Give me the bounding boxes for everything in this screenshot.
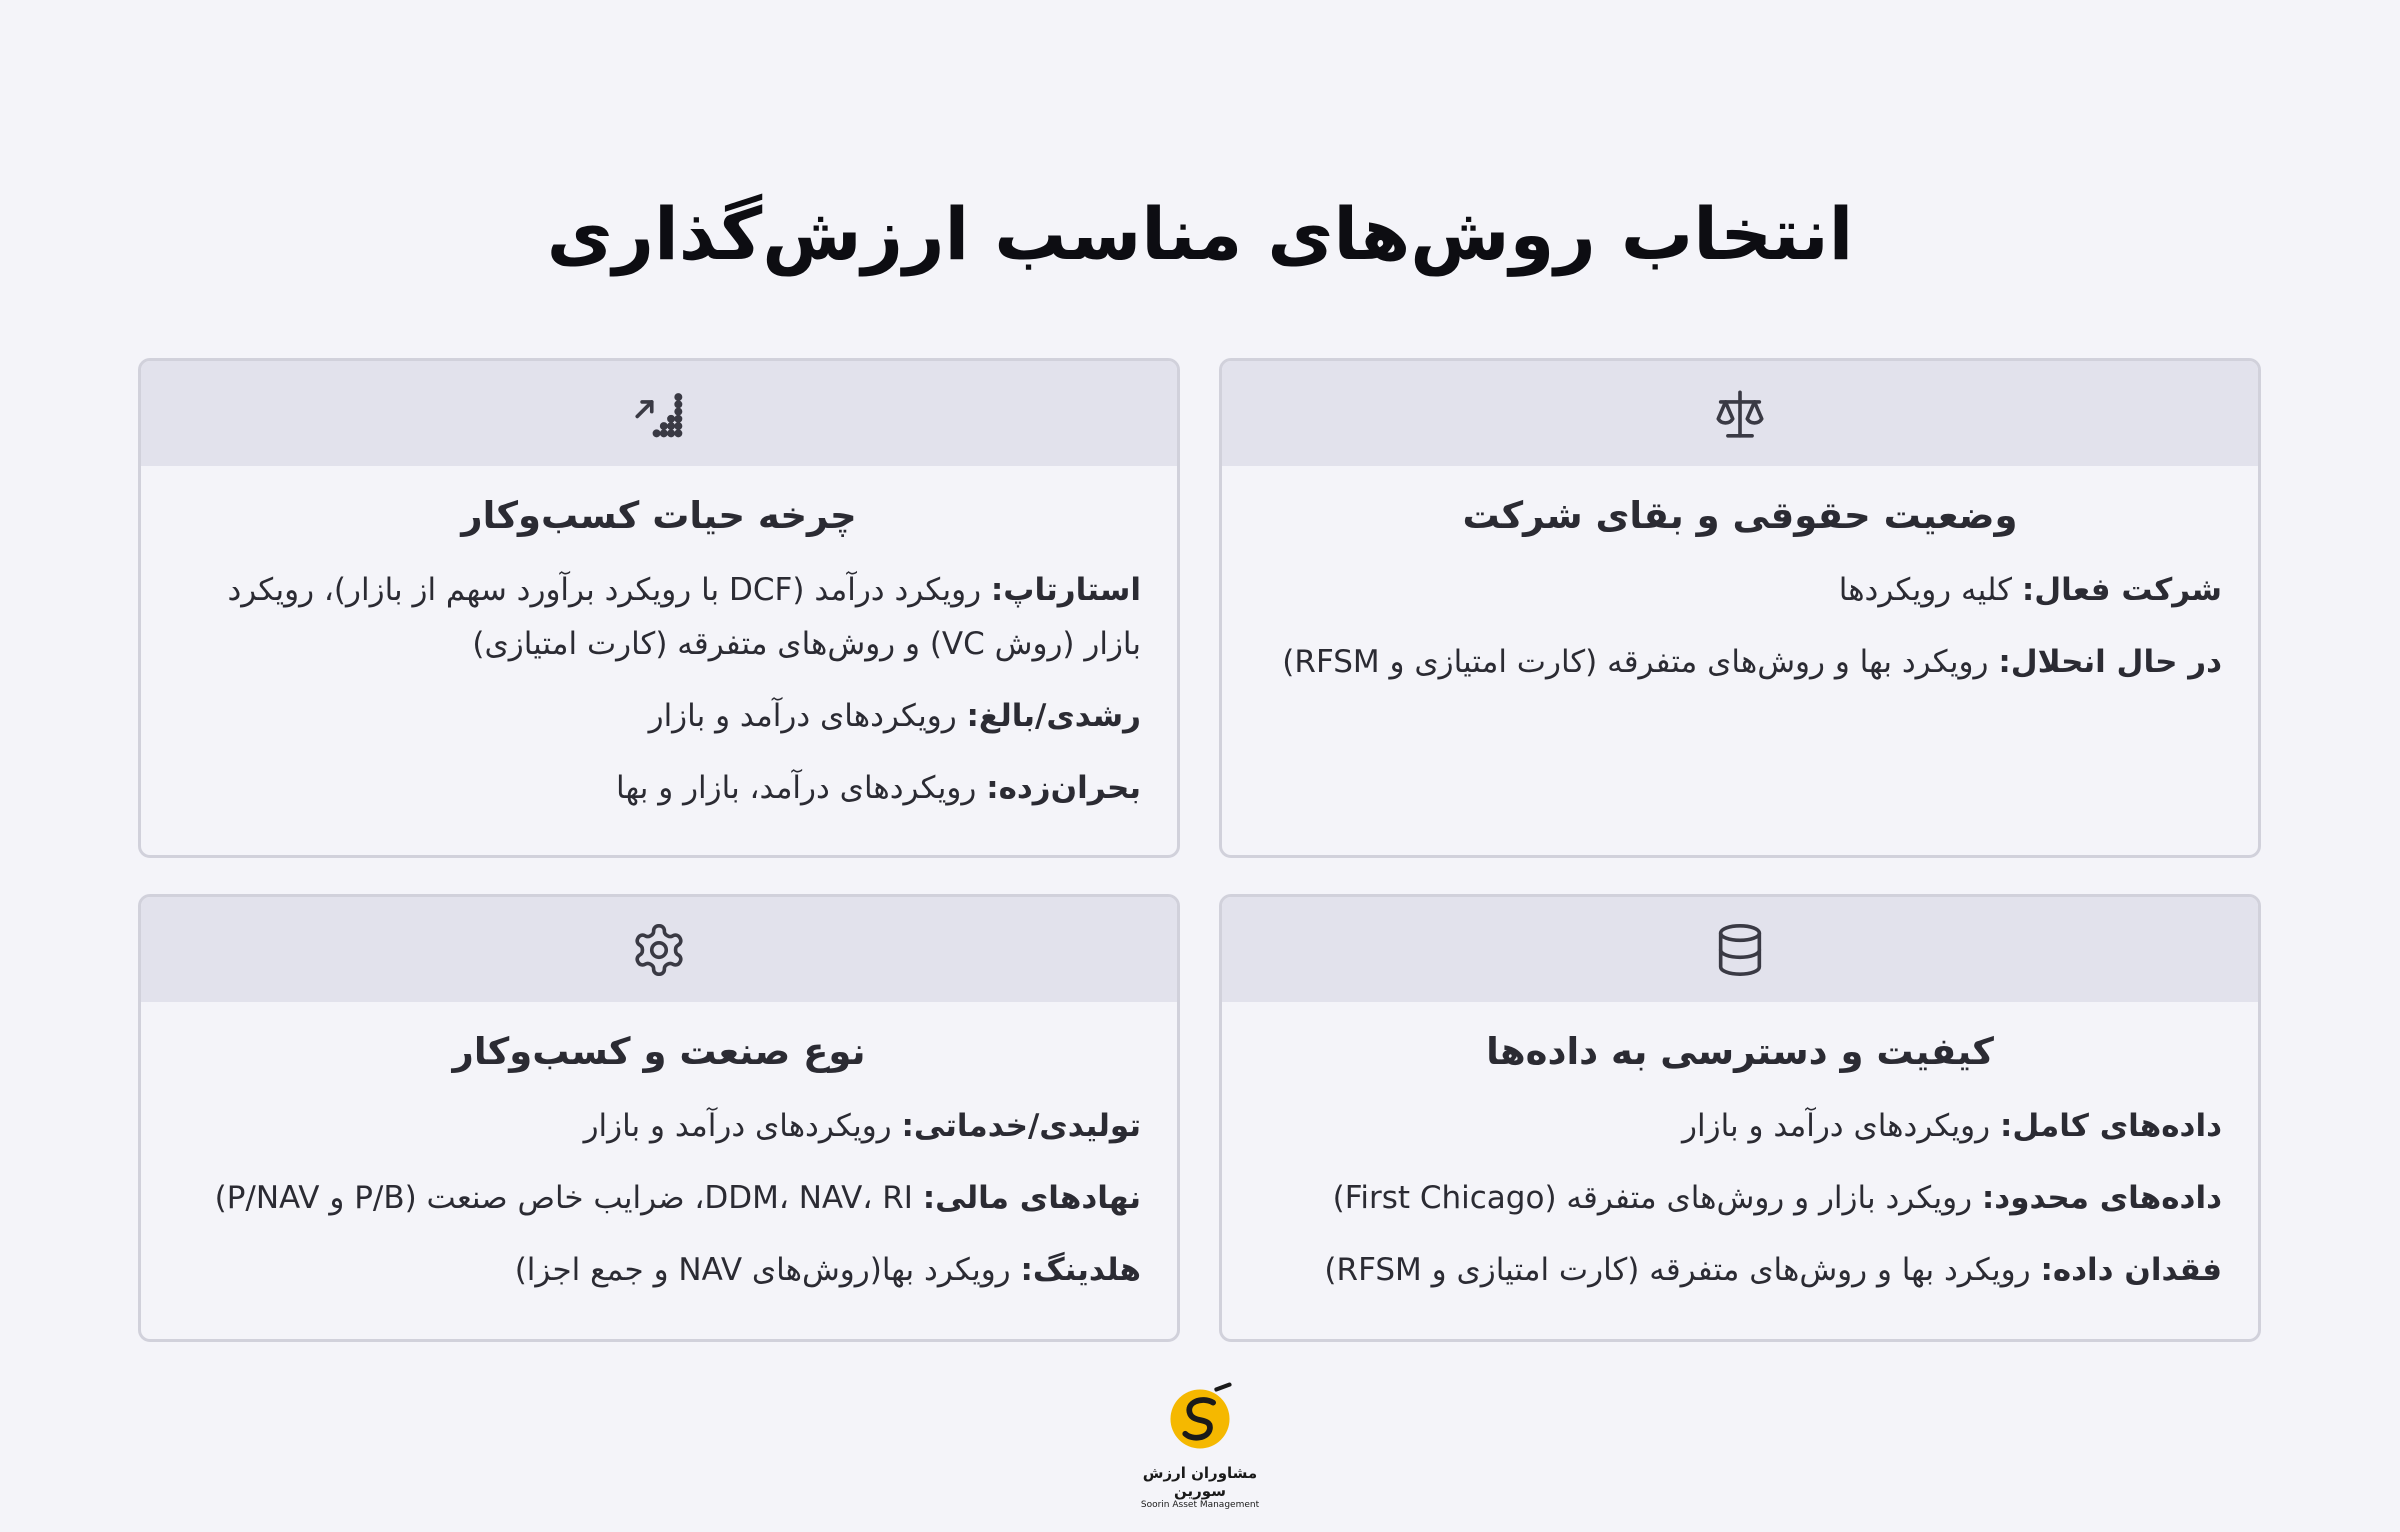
- line-text: رویکرد درآمد (DCF با رویکرد برآورد سهم از بازار)، رویکرد بازار (روش VC) و روش‌های متفرقه (کارت امتیازی): [227, 572, 1141, 662]
- line-label: شرکت فعال:: [2021, 572, 2222, 608]
- card-line: [1258, 1171, 2222, 1225]
- card-line: [177, 563, 1141, 671]
- card-line: [1258, 1243, 2222, 1297]
- line-text: رویکردهای درآمد و بازار: [1682, 1108, 2000, 1144]
- line-label: بحران‌زده:: [986, 770, 1141, 806]
- line-text: رویکرد بها و روش‌های متفرقه (کارت امتیازی و RFSM): [1282, 644, 1999, 680]
- card-header: [1222, 361, 2258, 466]
- card-line: [1258, 563, 2222, 617]
- card-line: [177, 1243, 1141, 1297]
- card-line: [177, 1099, 1141, 1153]
- page-title: انتخاب روش‌های مناسب ارزش‌گذاری: [546, 192, 1854, 276]
- card-line: [177, 1171, 1141, 1225]
- card-title: وضعیت حقوقی و بقای شرکت: [1462, 494, 2018, 537]
- line-text: رویکرد بها و روش‌های متفرقه (کارت امتیازی و RFSM): [1324, 1252, 2041, 1288]
- line-text: رویکرد بازار و روش‌های متفرقه (First Chicago): [1332, 1180, 1982, 1216]
- line-text: رویکردهای درآمد و بازار: [648, 698, 967, 734]
- line-text: رویکرد بها(روش‌های NAV و جمع اجزا): [514, 1252, 1021, 1288]
- gear-icon: [630, 921, 688, 979]
- line-text: DDM، NAV، RI، ضرایب خاص صنعت (P/B و P/NAV): [214, 1180, 923, 1216]
- card-industry-type: [138, 894, 1180, 1342]
- line-text: رویکردهای درآمد و بازار: [583, 1108, 902, 1144]
- card-header: [141, 361, 1177, 466]
- line-label: هلدینگ:: [1020, 1252, 1141, 1288]
- line-text: رویکردهای درآمد، بازار و بها: [616, 770, 987, 806]
- line-label: استارتاپ:: [990, 572, 1141, 608]
- line-label: داده‌های محدود:: [1981, 1180, 2222, 1216]
- scale-icon: [1711, 385, 1769, 443]
- line-text: کلیه رویکردها: [1838, 572, 2022, 608]
- line-label: تولیدی/خدماتی:: [901, 1108, 1141, 1144]
- card-header: [141, 897, 1177, 1002]
- card-header: [1222, 897, 2258, 1002]
- company-logo: [1130, 1378, 1270, 1511]
- line-label: رشدی/بالغ:: [966, 698, 1141, 734]
- card-legal-status: [1219, 358, 2261, 858]
- card-line: [1258, 635, 2222, 689]
- card-line: [177, 761, 1141, 815]
- card-title: نوع صنعت و کسب‌وکار: [452, 1030, 866, 1073]
- logo-name-en: Soorin Asset Management: [1140, 1500, 1260, 1510]
- line-label: در حال انحلال:: [1998, 644, 2222, 680]
- card-line: [177, 689, 1141, 743]
- line-label: فقدان داده:: [2040, 1252, 2222, 1288]
- soorin-logo-icon: [1159, 1378, 1241, 1460]
- card-line: [1258, 1099, 2222, 1153]
- card-title: کیفیت و دسترسی به داده‌ها: [1486, 1030, 1994, 1073]
- database-icon: [1711, 921, 1769, 979]
- line-label: نهادهای مالی:: [922, 1180, 1141, 1216]
- logo-name-fa: مشاوران ارزش سورین: [1142, 1464, 1258, 1500]
- line-label: داده‌های کامل:: [1999, 1108, 2222, 1144]
- card-data-quality: [1219, 894, 2261, 1342]
- growth-chart-icon: [630, 385, 688, 443]
- card-title: چرخه حیات کسب‌وکار: [461, 494, 857, 537]
- card-business-lifecycle: [138, 358, 1180, 858]
